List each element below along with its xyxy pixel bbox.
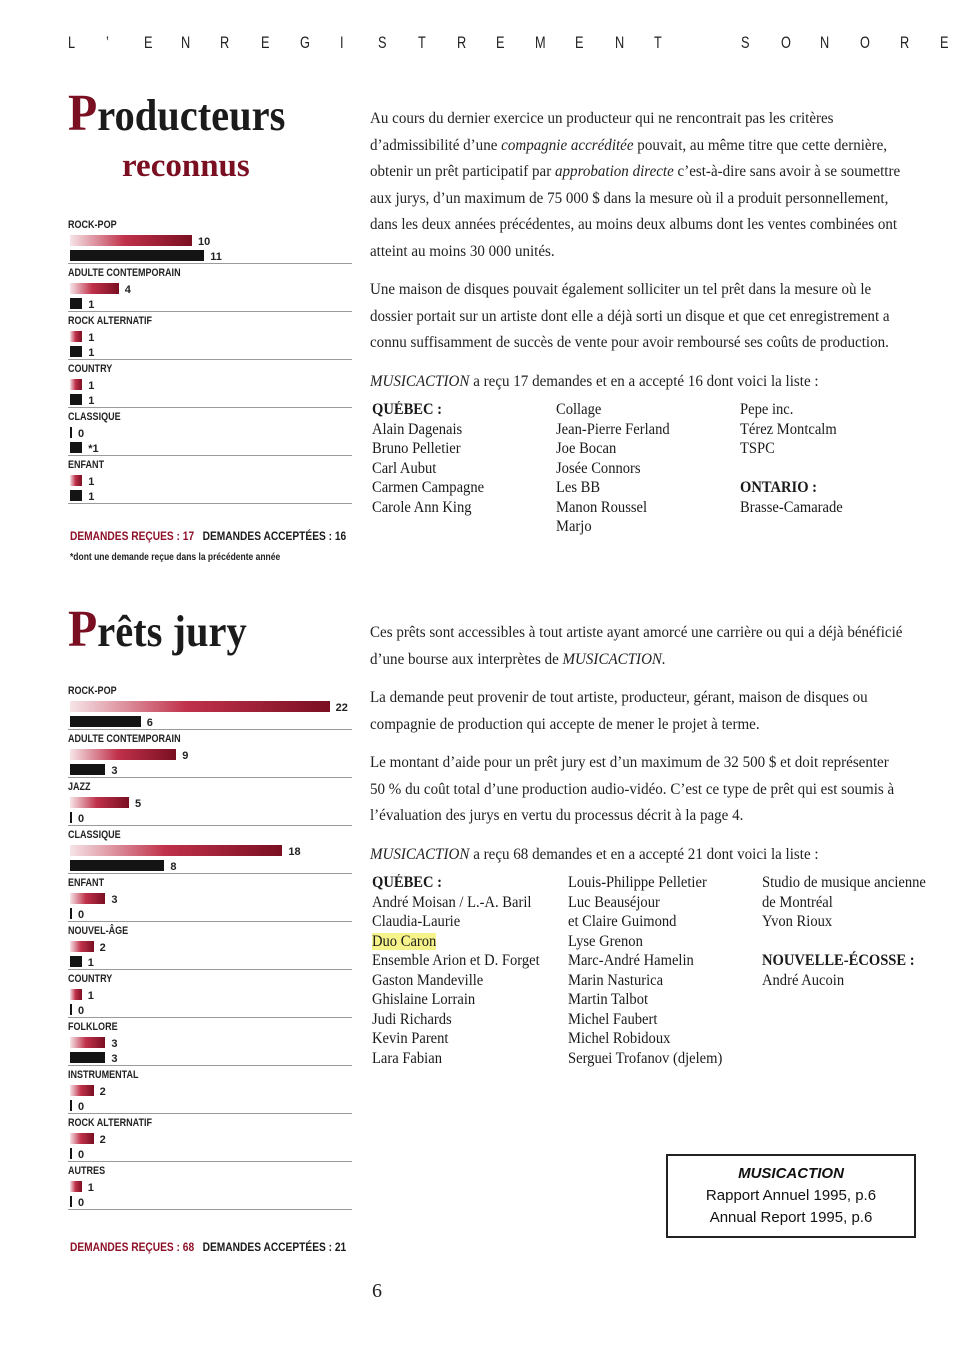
running-head-letter: R <box>900 33 910 52</box>
section1-chart-category <box>68 410 352 456</box>
section2-paragraph: MUSICACTION a reçu 68 demandes et en a accepté 21 dont voici la liste : <box>370 845 819 863</box>
section1-chart-category-label: ENFANT <box>68 459 105 471</box>
section1-emphasis: MUSICACTION <box>370 372 470 390</box>
section2-chart-received-row <box>68 747 352 762</box>
section2-title-initial: P <box>68 601 98 658</box>
section1-list-item: Pepe inc. <box>740 401 794 418</box>
section2-chart-received-value-label: 18 <box>288 846 301 858</box>
section1-list-item: Joe Bocan <box>556 440 617 457</box>
running-head <box>68 33 958 57</box>
running-head-letter: N <box>181 33 191 52</box>
section1-chart-received-row <box>68 425 352 440</box>
section2-chart-received-bar <box>70 749 176 760</box>
section2-chart-accepted-bar <box>70 956 82 967</box>
section2-chart-accepted-row <box>68 1050 352 1065</box>
section2-chart-category <box>68 684 352 730</box>
section2-list-item: de Montréal <box>762 893 833 911</box>
section2-bar-chart <box>68 684 352 1212</box>
section2-chart-accepted-row <box>68 1002 352 1017</box>
section2-chart-received-row <box>68 795 352 810</box>
section2-chart-accepted-row <box>68 1098 352 1113</box>
section1-chart-accepted-bar <box>70 442 82 453</box>
section2-list-item: Kevin Parent <box>372 1030 449 1047</box>
section1-chart-received-value-label: 4 <box>124 284 131 296</box>
section1-chart-accepted-bar <box>70 490 82 501</box>
section1-paragraph: MUSICACTION a reçu 17 demandes et en a accepté 16 dont voici la liste : <box>370 372 819 390</box>
section2-chart-accepted-value-label: 1 <box>87 957 94 969</box>
running-head-letter: O <box>860 33 870 52</box>
section2-chart-accepted-zero-tick <box>70 1196 72 1207</box>
section2-list-item: et Claire Guimond <box>568 913 677 930</box>
section1-chart-accepted-row <box>68 344 352 359</box>
section1-chart-accepted-value-label: *1 <box>88 443 99 455</box>
section2-list-item: Claudia-Laurie <box>372 913 461 930</box>
section1-chart-received-value-label: 1 <box>88 380 95 392</box>
running-head-letter: E <box>261 33 270 52</box>
section2-chart-received-row <box>68 699 352 714</box>
section1-paragraph: Une maison de disques pouvait également solliciter un tel prêt dans la mesure où le dossier portait sur un artiste dont elle a déjà sorti un disque et que cet enregistrement a connu suffisamment de succès de vente pour avoir remboursé ses coûts de production. <box>370 281 890 351</box>
section2-chart-received-bar <box>70 1037 105 1048</box>
section2-chart-category <box>68 1020 352 1066</box>
section1-list-item: Les BB <box>556 479 601 496</box>
section2-list-column-3 <box>762 873 926 990</box>
section2-chart-received-row <box>68 1131 352 1146</box>
section2-chart-accepted-row <box>68 858 352 873</box>
section2-chart-accepted-bar <box>70 1052 105 1063</box>
section2-chart-received-bar <box>70 797 129 808</box>
section2-list-item <box>372 932 540 952</box>
section2-list-column-1 <box>372 873 540 1068</box>
section2-chart-accepted-row <box>68 1146 352 1161</box>
running-head-letter: ’ <box>106 33 109 52</box>
section1-received-total: DEMANDES REÇUES : 17 <box>70 529 195 543</box>
section1-footnote: *dont une demande reçue dans la précédente année <box>70 552 281 563</box>
section1-chart-received-row <box>68 281 352 296</box>
section2-chart-category-label: ROCK ALTERNATIF <box>68 1117 153 1129</box>
section1-chart-accepted-value-label: 11 <box>210 251 222 263</box>
running-head-letter: E <box>575 33 584 52</box>
section1-chart-category-label: CLASSIQUE <box>68 411 121 423</box>
running-head-letter: L <box>68 33 76 52</box>
section2-chart-received-value-label: 9 <box>182 750 189 762</box>
section1-list-region-heading: ONTARIO : <box>740 479 818 496</box>
section2-paragraph: Le montant d’aide pour un prêt jury est d’un maximum de 32 500 $ et doit représenter 50 % du coût total d’une production audio-vidéo. C’est ce type de prêt qui est soumis à l’évaluation des jurys en vertu du processus décrit à la page 4. <box>370 754 895 824</box>
section2-accepted-total: DEMANDES ACCEPTÉES : 21 <box>202 1240 347 1254</box>
running-head-letter: O <box>781 33 791 52</box>
running-head-letter: T <box>654 33 662 52</box>
section1-chart-category-label: ADULTE CONTEMPORAIN <box>68 267 181 279</box>
section1-list-item: Bruno Pelletier <box>372 440 461 457</box>
section2-paragraph: La demande peut provenir de tout artiste, producteur, gérant, maison de disques ou compagnie de production qui accepte de mener le projet à terme. <box>370 689 868 733</box>
section1-list-item: Marjo <box>556 518 592 535</box>
section2-chart-accepted-value-label: 0 <box>78 813 85 825</box>
section1-list-region-heading: QUÉBEC : <box>372 401 443 418</box>
section1-emphasis: compagnie accréditée <box>501 136 634 154</box>
section2-chart-received-value-label: 2 <box>99 1086 106 1098</box>
section2-chart-received-bar <box>70 893 105 904</box>
section1-chart-accepted-bar <box>70 346 82 357</box>
section1-chart-category-label: ROCK ALTERNATIF <box>68 315 153 327</box>
section1-list-column-1 <box>372 400 484 517</box>
list-spacer <box>740 459 843 479</box>
running-head-letter: N <box>820 33 830 52</box>
section1-chart-footer <box>70 529 346 543</box>
section2-chart-received-value-label: 2 <box>99 942 106 954</box>
running-head-letter: R <box>457 33 467 52</box>
section2-chart-category-label: NOUVEL-ÂGE <box>68 925 129 937</box>
section2-chart-received-value-label: 2 <box>99 1134 106 1146</box>
section1-list-item: TSPC <box>740 440 775 457</box>
section1-chart-received-row <box>68 377 352 392</box>
section2-chart-received-row <box>68 939 352 954</box>
section2-chart-accepted-value-label: 0 <box>78 1197 85 1209</box>
section2-body-text <box>370 620 906 880</box>
section1-list-item: Collage <box>556 401 602 418</box>
section2-chart-accepted-zero-tick <box>70 1148 72 1159</box>
section1-chart-accepted-value-label: 1 <box>88 491 95 503</box>
section2-emphasis: MUSICACTION <box>370 845 470 863</box>
section2-chart-received-value-label: 3 <box>111 894 118 906</box>
stamp-line-fr: Rapport Annuel 1995, p.6 <box>705 1187 877 1204</box>
section2-title-rest: rêts jury <box>97 607 247 656</box>
section2-chart-received-bar <box>70 1133 94 1144</box>
section1-list-item: Alain Dagenais <box>372 420 463 438</box>
section1-chart-category <box>68 218 352 264</box>
section1-list-item: Manon Roussel <box>556 498 648 516</box>
section2-chart-category <box>68 1068 352 1114</box>
section2-chart-accepted-zero-tick <box>70 812 72 823</box>
section1-chart-category-label: COUNTRY <box>68 363 113 375</box>
running-head-letter: E <box>496 33 505 52</box>
section1-chart-accepted-bar <box>70 250 204 261</box>
section1-chart-received-bar <box>70 235 192 246</box>
section2-chart-footer <box>70 1240 346 1254</box>
section1-subtitle: reconnus <box>122 148 250 184</box>
running-head-letter: G <box>300 33 310 52</box>
section2-list-region-heading: QUÉBEC : <box>372 874 443 891</box>
section2-chart-received-row <box>68 1083 352 1098</box>
section2-chart-accepted-value-label: 3 <box>111 765 118 777</box>
section2-chart-category <box>68 924 352 970</box>
section2-chart-accepted-row <box>68 762 352 777</box>
section2-chart-accepted-row <box>68 954 352 969</box>
section2-list-item: Martin Talbot <box>568 991 649 1008</box>
section2-chart-accepted-zero-tick <box>70 908 72 919</box>
running-head-letter: S <box>741 33 750 52</box>
section2-list-item: Lyse Grenon <box>568 932 643 950</box>
section1-chart-category-label: ROCK-POP <box>68 219 117 231</box>
section1-list-item: Josée Connors <box>556 459 641 477</box>
section1-chart-accepted-row <box>68 296 352 311</box>
running-head-letter: E <box>144 33 153 52</box>
section2-chart-received-row <box>68 843 352 858</box>
section2-list-item: Studio de musique ancienne <box>762 874 926 891</box>
section1-list-item: Jean-Pierre Ferland <box>556 420 670 438</box>
section2-list-column-2 <box>568 873 722 1068</box>
section2-chart-accepted-value-label: 3 <box>111 1053 118 1065</box>
section2-emphasis: MUSICACTION. <box>562 650 666 668</box>
section2-chart-category-label: FOLKLORE <box>68 1021 118 1033</box>
section1-chart-accepted-row <box>68 440 352 455</box>
section2-chart-category-label: INSTRUMENTAL <box>68 1069 139 1081</box>
section1-chart-received-value-label: 1 <box>88 476 95 488</box>
section1-chart-received-row <box>68 233 352 248</box>
section2-chart-category-label: JAZZ <box>68 781 91 793</box>
section1-list-column-2 <box>556 400 670 537</box>
section2-chart-category-label: ROCK-POP <box>68 685 117 697</box>
section1-list-item: Térez Montcalm <box>740 420 837 438</box>
section1-chart-accepted-value-label: 1 <box>88 299 95 311</box>
section2-chart-received-bar <box>70 989 82 1000</box>
section2-chart-category <box>68 876 352 922</box>
section2-chart-accepted-value-label: 0 <box>78 1149 85 1161</box>
highlighted-name: Duo Caron <box>372 932 437 950</box>
section2-chart-received-row <box>68 1035 352 1050</box>
section2-list-item: Yvon Rioux <box>762 913 833 930</box>
section2-chart-received-value-label: 3 <box>111 1038 118 1050</box>
section2-list-item: Lara Fabian <box>372 1049 442 1067</box>
section2-chart-received-row <box>68 987 352 1002</box>
section2-chart-accepted-row <box>68 906 352 921</box>
section1-title-rest: roducteurs <box>97 91 286 140</box>
section1-chart-category <box>68 314 352 360</box>
reference-stamp <box>666 1154 916 1238</box>
stamp-line-en: Annual Report 1995, p.6 <box>709 1209 873 1226</box>
section1-chart-accepted-bar <box>70 394 82 405</box>
section1-chart-category <box>68 266 352 312</box>
section1-chart-accepted-row <box>68 392 352 407</box>
section2-chart-accepted-value-label: 0 <box>78 909 85 921</box>
running-head-letter: T <box>418 33 426 52</box>
section2-chart-category-label: COUNTRY <box>68 973 113 985</box>
section1-list-item: Carmen Campagne <box>372 479 485 496</box>
section2-chart-received-row <box>68 1179 352 1194</box>
section2-list-item: Serguei Trofanov (djelem) <box>568 1049 723 1067</box>
stamp-org: MUSICACTION <box>738 1165 844 1182</box>
section1-emphasis: approbation directe <box>555 163 674 180</box>
section2-chart-received-value-label: 1 <box>87 1182 94 1194</box>
section2-chart-category <box>68 1164 352 1210</box>
section1-chart-category <box>68 458 352 504</box>
section2-chart-received-bar <box>70 1085 94 1096</box>
section1-chart-received-bar <box>70 283 119 294</box>
section2-chart-accepted-bar <box>70 764 105 775</box>
section1-chart-received-bar <box>70 379 82 390</box>
section1-chart-accepted-row <box>68 248 352 263</box>
section1-chart-accepted-row <box>68 488 352 503</box>
section2-chart-accepted-zero-tick <box>70 1100 72 1111</box>
section1-chart-received-value-label: 1 <box>88 332 95 344</box>
section2-chart-accepted-bar <box>70 860 164 871</box>
section1-body-text <box>370 106 906 407</box>
section2-chart-accepted-row <box>68 810 352 825</box>
section1-chart-accepted-value-label: 1 <box>88 347 95 359</box>
section2-chart-accepted-row <box>68 714 352 729</box>
section2-chart-accepted-value-label: 6 <box>146 717 153 729</box>
section1-list-column-3 <box>740 400 843 517</box>
section1-chart-received-value-label: 10 <box>198 236 211 248</box>
running-head-letter: R <box>220 33 230 52</box>
section2-paragraph: Ces prêts sont accessibles à tout artiste ayant amorcé une carrière ou qui a déjà bénéficié d’une bourse aux interprètes de MUSICACTION. <box>370 624 903 668</box>
section1-chart-received-bar <box>70 331 82 342</box>
running-head-letter: N <box>615 33 625 52</box>
section2-chart-received-value-label: 22 <box>335 702 348 714</box>
section2-list-item: Marc-André Hamelin <box>568 952 694 969</box>
section2-chart-accepted-bar <box>70 716 141 727</box>
section2-list-region-heading: NOUVELLE-ÉCOSSE : <box>762 952 915 969</box>
section2-chart-accepted-value-label: 0 <box>78 1101 85 1113</box>
section2-chart-accepted-zero-tick <box>70 1004 72 1015</box>
section1-title-initial: P <box>68 85 98 142</box>
section1-chart-accepted-value-label: 1 <box>88 395 95 407</box>
section2-list-item: Ensemble Arion et D. Forget <box>372 952 540 969</box>
section2-chart-received-bar <box>70 701 330 712</box>
section2-chart-category <box>68 732 352 778</box>
section2-chart-category-label: ADULTE CONTEMPORAIN <box>68 733 181 745</box>
section1-title <box>68 85 286 142</box>
section2-list-item: Michel Robidoux <box>568 1030 671 1047</box>
section2-title <box>68 601 247 658</box>
section1-chart-category <box>68 362 352 408</box>
page-number: 6 <box>372 1280 382 1302</box>
section2-chart-category-label: ENFANT <box>68 877 105 889</box>
section1-chart-received-row <box>68 473 352 488</box>
section2-list-item: André Moisan / L.-A. Baril <box>372 893 532 911</box>
section1-chart-received-zero-tick <box>70 427 72 438</box>
section1-chart-received-value-label: 0 <box>78 428 85 440</box>
section2-list-item: Louis-Philippe Pelletier <box>568 874 707 891</box>
section2-list-item: Michel Faubert <box>568 1010 658 1028</box>
list-spacer <box>762 932 926 952</box>
section2-received-total: DEMANDES REÇUES : 68 <box>70 1240 195 1254</box>
running-head-letter: M <box>535 33 546 52</box>
running-head-letter: S <box>378 33 387 52</box>
section2-chart-received-value-label: 5 <box>135 798 142 810</box>
section2-list-item: Judi Richards <box>372 1010 452 1028</box>
section1-list-item: Carole Ann King <box>372 498 472 516</box>
section2-chart-received-bar <box>70 845 282 856</box>
section1-list-item: Brasse-Camarade <box>740 498 843 516</box>
section2-chart-received-row <box>68 891 352 906</box>
running-head-letter: E <box>940 33 949 52</box>
section2-list-item: Ghislaine Lorrain <box>372 991 476 1008</box>
section2-list-item: Gaston Mandeville <box>372 971 484 989</box>
section1-accepted-total: DEMANDES ACCEPTÉES : 16 <box>202 529 347 543</box>
section2-chart-accepted-row <box>68 1194 352 1209</box>
section2-chart-accepted-value-label: 0 <box>78 1005 85 1017</box>
section1-chart-received-row <box>68 329 352 344</box>
section2-chart-received-value-label: 1 <box>87 990 94 1002</box>
section1-paragraph: Au cours du dernier exercice un producteur qui ne rencontrait pas les critères d’admissibilité d’une compagnie accréditée pouvait, au même titre que cette dernière, obtenir un prêt participatif par approbation directe c’est-à-dire sans avoir à se soumettre aux jurys, d’un maximum de 75 000 $ dans la mesure où il a produit personnellement, dans les deux années précédentes, au moins deux albums dont les ventes combinées ont atteint au moins 30 000 unités. <box>370 110 901 260</box>
section2-chart-category <box>68 828 352 874</box>
section2-chart-category <box>68 972 352 1018</box>
section1-chart-received-bar <box>70 475 82 486</box>
section2-chart-accepted-value-label: 8 <box>170 861 177 873</box>
section2-chart-received-bar <box>70 941 94 952</box>
section2-chart-category <box>68 1116 352 1162</box>
section1-bar-chart <box>68 218 352 506</box>
section2-list-item: Luc Beauséjour <box>568 893 660 911</box>
section1-list-item: Carl Aubut <box>372 459 437 477</box>
section2-list-item: André Aucoin <box>762 971 845 989</box>
section2-chart-category <box>68 780 352 826</box>
section2-chart-category-label: AUTRES <box>68 1165 106 1177</box>
section2-list-item: Marin Nasturica <box>568 971 664 989</box>
running-head-letter: I <box>340 33 344 52</box>
section2-chart-category-label: CLASSIQUE <box>68 829 121 841</box>
section1-chart-accepted-bar <box>70 298 82 309</box>
section2-chart-received-bar <box>70 1181 82 1192</box>
